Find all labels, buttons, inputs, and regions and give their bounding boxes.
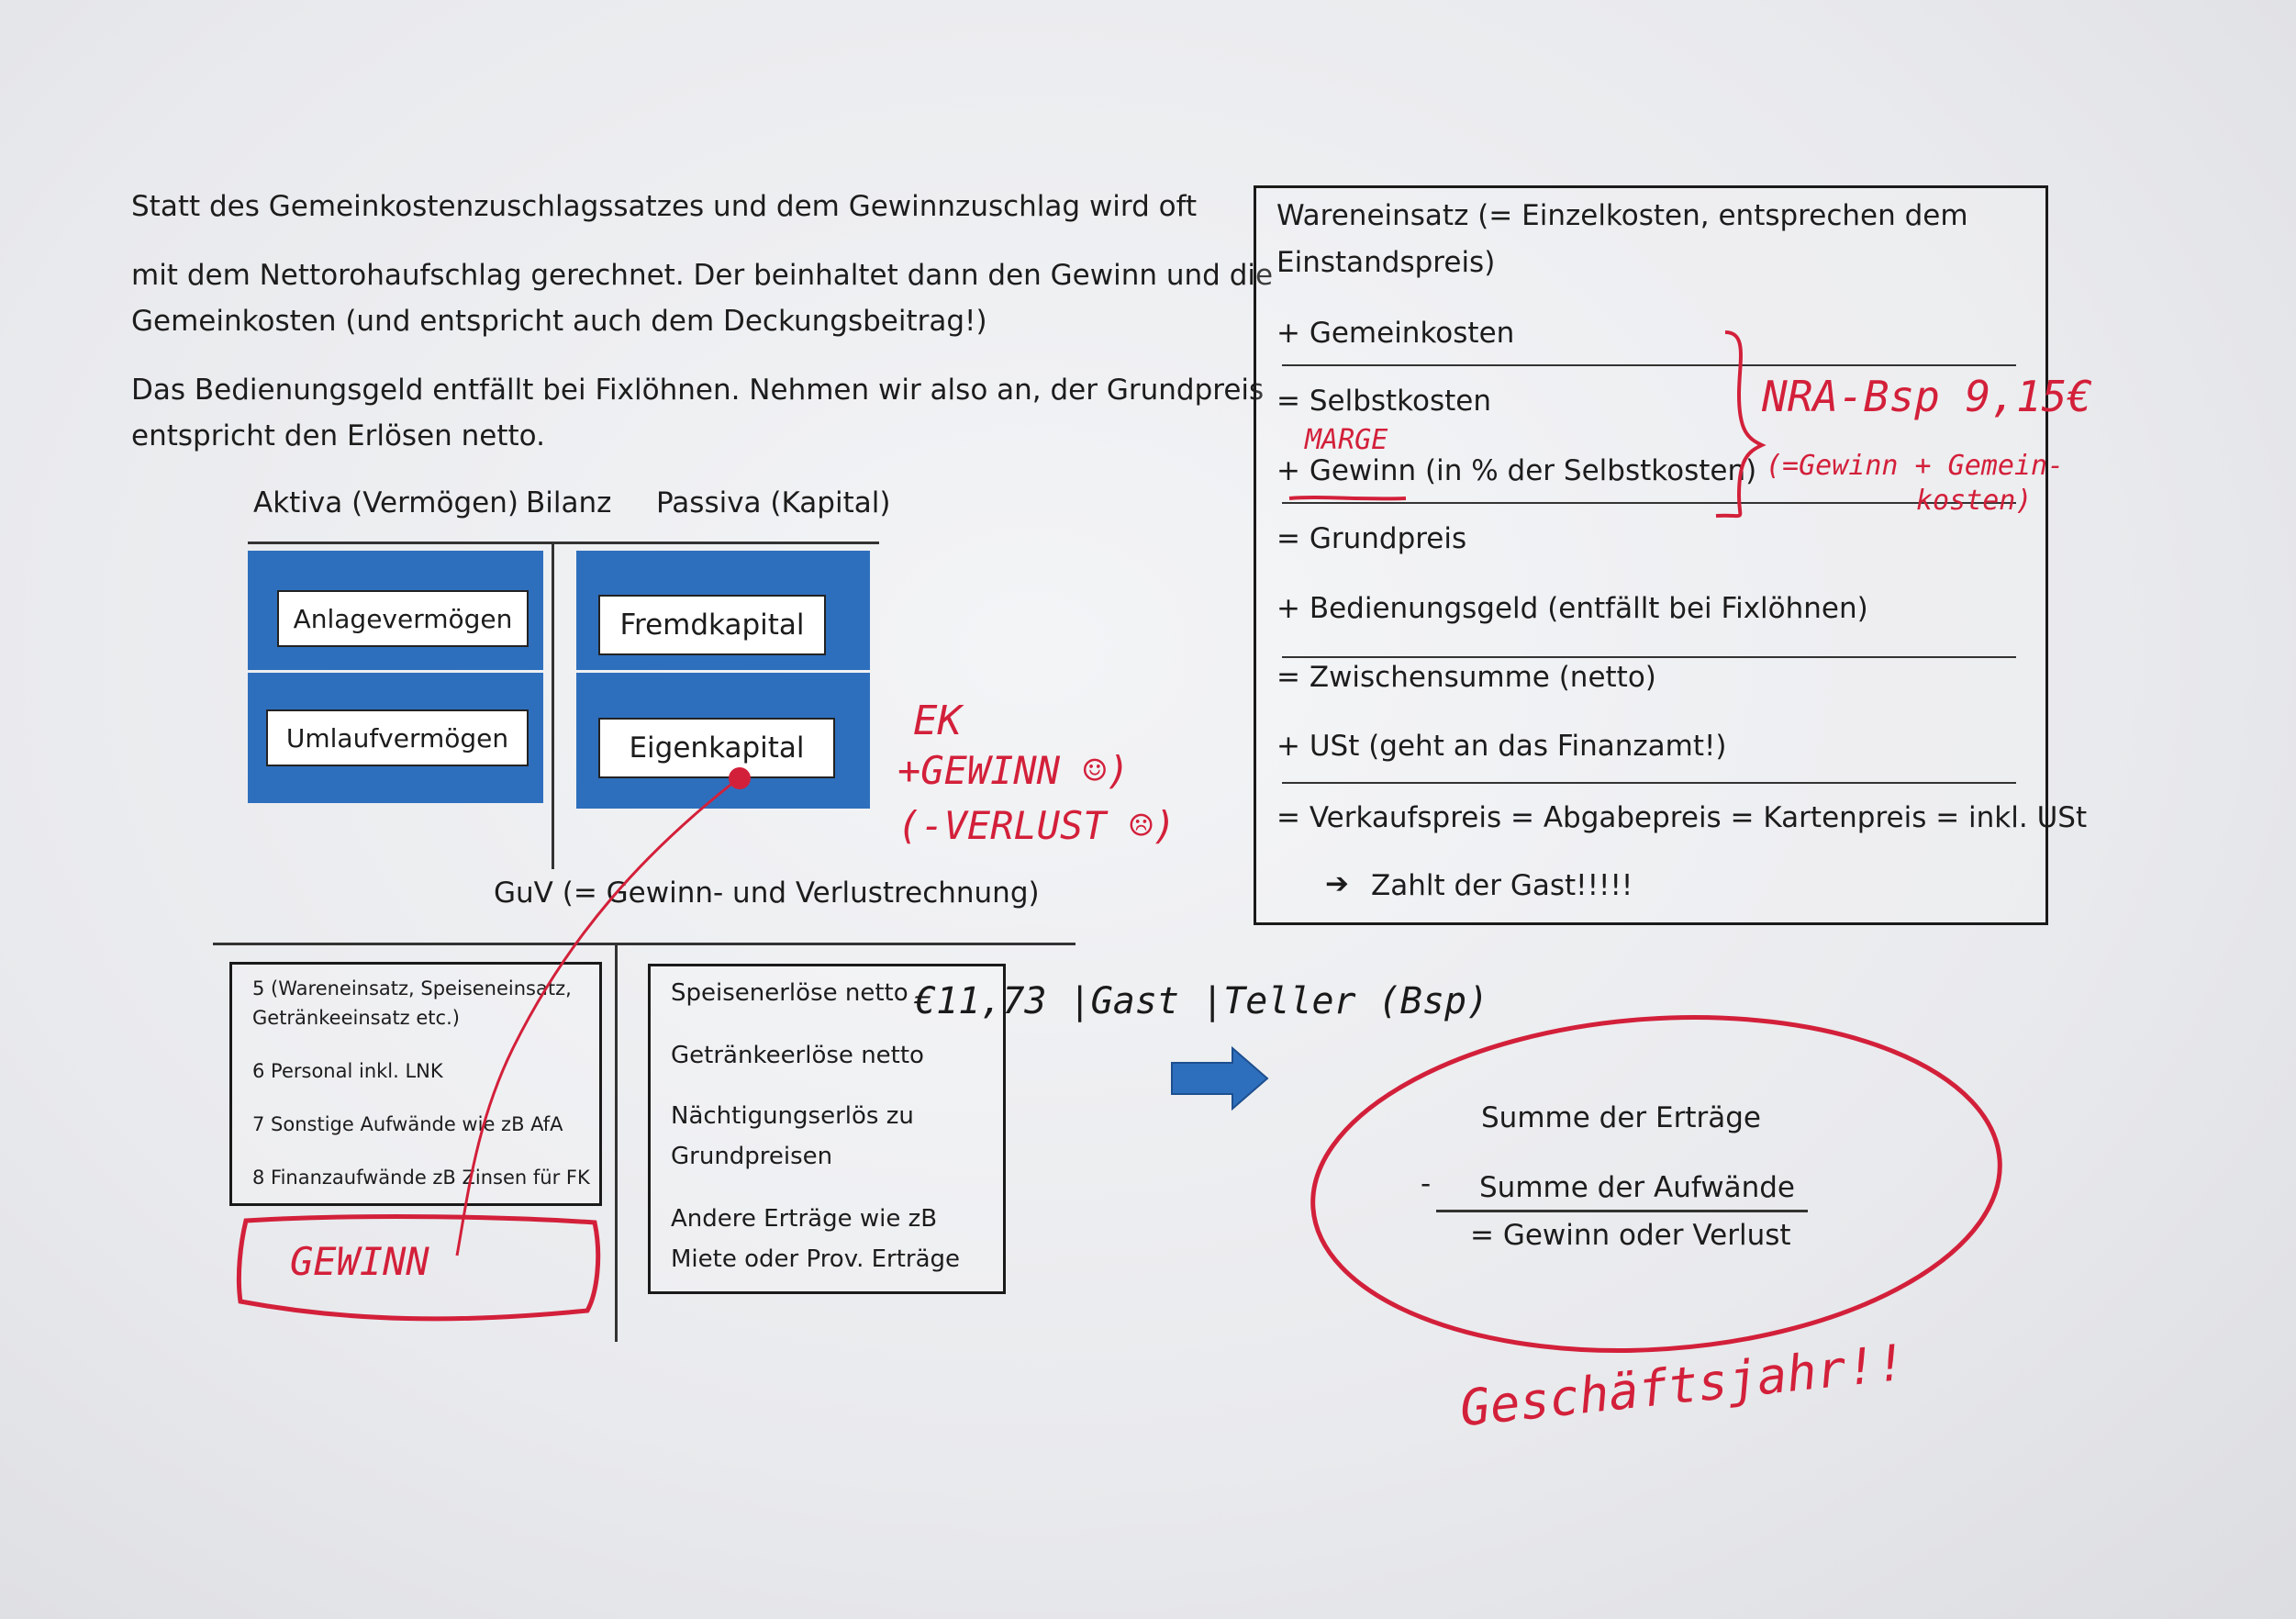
result-summe-ertraege: Summe der Erträge [1481,1101,1761,1134]
calc-zwischensumme: = Zwischensumme (netto) [1276,661,1656,694]
arrow-right-icon: ➔ [1325,867,1349,900]
handwritten-geschaeftsjahr: Geschäftsjahr!! [1457,1333,1909,1438]
guv-title: GuV (= Gewinn- und Verlustrechnung) [494,876,1040,910]
result-summe-aufwaende: Summe der Aufwände [1479,1171,1795,1204]
handwritten-minus-verlust: (-VERLUST ☹) [897,803,1176,848]
aufwand-finanz: 8 Finanzaufwände zB Zinsen für FK [252,1167,590,1189]
aufwand-getraenkeeinsatz: Getränkeeinsatz etc.) [252,1007,460,1029]
calc-gewinn: + Gewinn (in % der Selbstkosten) [1276,454,1757,487]
ertrag-speisen: Speisenerlöse netto [671,979,908,1007]
marge-underline [1289,497,1406,498]
handwritten-plus-gewinn: +GEWINN ☺) [897,748,1130,793]
umlaufvermoegen-box: Umlaufvermögen [266,709,529,766]
ertrag-naechtigung: Nächtigungserlös zu [671,1102,914,1130]
calc-wareneinsatz: Wareneinsatz (= Einzelkosten, entsprechen dem [1276,199,1968,232]
calc-einstandspreis: Einstandspreis) [1276,246,1496,279]
ertrag-andere: Andere Erträge wie zB [671,1205,938,1233]
ertrag-grundpreise: Grundpreisen [671,1143,833,1170]
curly-brace-stroke [1716,332,1762,516]
ertrag-getraenke: Getränkeerlöse netto [671,1042,924,1069]
result-minus-sign: - [1421,1167,1432,1200]
bilanz-title: Bilanz [526,486,612,519]
handwritten-ek: EK [913,698,962,744]
calc-verkaufspreis: = Verkaufspreis = Abgabepreis = Kartenpreis = inkl. USt [1276,801,2088,834]
calc-selbstkosten: = Selbstkosten [1276,385,1492,418]
aufwand-sonstige: 7 Sonstige Aufwände wie zB AfA [252,1113,563,1135]
handwritten-marge: MARGE [1305,424,1388,456]
ertrag-miete: Miete oder Prov. Erträge [671,1245,961,1273]
result-ellipse [1301,995,2011,1372]
calc-bedienungsgeld: + Bedienungsgeld (entfällt bei Fixlöhnen) [1276,592,1868,625]
intro-line-2: mit dem Nettorohaufschlag gerechnet. Der beinhaltet dann den Gewinn und die [131,259,1274,292]
anlagevermoegen-box: Anlagevermögen [277,590,529,647]
calc-gemeinkosten: + Gemeinkosten [1276,317,1515,350]
handwritten-speisen-example: €11,73 |Gast |Teller (Bsp) [914,980,1489,1022]
intro-line-3: Gemeinkosten (und entspricht auch dem Deckungsbeitrag!) [131,305,987,338]
passiva-header: Passiva (Kapital) [656,486,891,519]
fremdkapital-box: Fremdkapital [598,595,826,655]
handwritten-nra-example: NRA-Bsp 9,15€ [1762,372,2093,421]
intro-line-1: Statt des Gemeinkostenzuschlagssatzes und dem Gewinnzuschlag wird oft [131,190,1198,223]
aktiva-header: Aktiva (Vermögen) [253,486,518,519]
intro-line-5: entspricht den Erlösen netto. [131,419,545,452]
handwritten-gewinn: GEWINN [290,1239,429,1284]
eigenkapital-box: Eigenkapital [598,718,835,778]
result-gewinn-verlust: = Gewinn oder Verlust [1470,1219,1791,1252]
aufwand-personal: 6 Personal inkl. LNK [252,1060,443,1082]
calc-ust: + USt (geht an das Finanzamt!) [1276,730,1727,763]
handwritten-nra-note-2: kosten) [1916,485,2033,517]
connector-line [457,778,739,1256]
intro-line-4: Das Bedienungsgeld entfällt bei Fixlöhnen. Nehmen wir also an, der Grundpreis [131,374,1265,407]
calc-grundpreis: = Grundpreis [1276,522,1467,555]
connector-dot [729,767,751,789]
calc-zahlt-gast: Zahlt der Gast!!!!! [1371,869,1633,902]
aufwand-wareneinsatz: 5 (Wareneinsatz, Speiseneinsatz, [252,977,572,999]
handwritten-nra-note: (=Gewinn + Gemein- [1766,450,2065,482]
